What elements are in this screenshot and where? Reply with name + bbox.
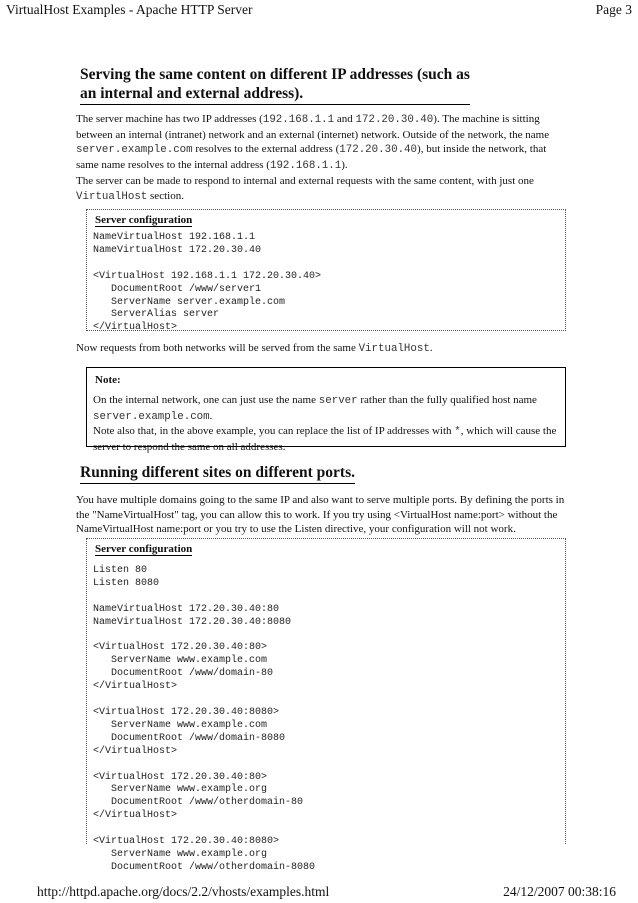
page-footer <box>0 884 638 902</box>
section-heading-different-ports: Running different sites on different ports. <box>80 463 355 484</box>
config-code-block: Listen 80 Listen 8080 NameVirtualHost 172.20.30.40:80 NameVirtualHost 172.20.30.40:8080 <VirtualHost 172.20.30.40:80> ServerName www.example.com DocumentRoot /www/domain-80 </VirtualHost> <VirtualHost 172.20.30.40:8080> ServerName www.example.com DocumentRoot /www/domain-8080 </VirtualHost> <VirtualHost 172.20.30.40:80> ServerName www.example.org DocumentRoot /www/otherdomain-80 </VirtualHost> <VirtualHost 172.20.30.40:8080> ServerName www.example.org DocumentRoot /www/otherdomain-8080 <box>93 565 316 873</box>
note-body: On the internal network, one can just use the name server rather than the fully qualified host name server.example.com. Note also that, in the above example, you can replace the list of IP addresses with *, which will cause the server to respond the same on all addresses. <box>93 394 557 453</box>
page-number: Page 3 <box>595 2 632 17</box>
example-title: Server configuration <box>95 214 193 226</box>
paragraph-multiple-ports: You have multiple domains going to the same IP and also want to serve multiple ports. By defining the ports in the "NameVirtualHost" tag, you can allow this to work. If you try using <VirtualHost name:port> without the NameVirtualHost name:port or you try to use the Listen directive, your configuration will not work. <box>76 494 565 535</box>
paragraph-same-content: The server can be made to respond to internal and external requests with the same content, with just one VirtualHost section. <box>76 175 534 203</box>
paragraph-two-ip-addresses: The server machine has two IP addresses (192.168.1.1 and 172.20.30.40). The machine is sitting between an internal (intranet) network and an external (internet) network. Outside of the network, the name server.example.com resolves to the external address (172.20.30.40), but inside the network, that same name resolves to the internal address (192.168.1.1). <box>76 113 550 172</box>
note-title: Note: <box>95 374 121 386</box>
document-title: VirtualHost Examples - Apache HTTP Server <box>6 2 253 17</box>
server-config-example-1 <box>86 209 566 334</box>
page-header <box>0 0 638 22</box>
note-box <box>86 367 566 453</box>
section-heading-same-content: Serving the same content on different IP addresses (such as an internal and external address). <box>80 65 470 105</box>
footer-url: http://httpd.apache.org/docs/2.2/vhosts/examples.html <box>37 884 330 899</box>
example-title: Server configuration <box>95 543 193 555</box>
paragraph-requests-served: Now requests from both networks will be served from the same VirtualHost. <box>76 342 433 355</box>
config-code-block: NameVirtualHost 192.168.1.1 NameVirtualHost 172.20.30.40 <VirtualHost 192.168.1.1 172.20.30.40> DocumentRoot /www/server1 ServerName server.example.com ServerAlias server </VirtualHost> <box>93 232 322 334</box>
server-config-example-2 <box>86 538 566 873</box>
footer-timestamp: 24/12/2007 00:38:16 <box>503 884 616 899</box>
